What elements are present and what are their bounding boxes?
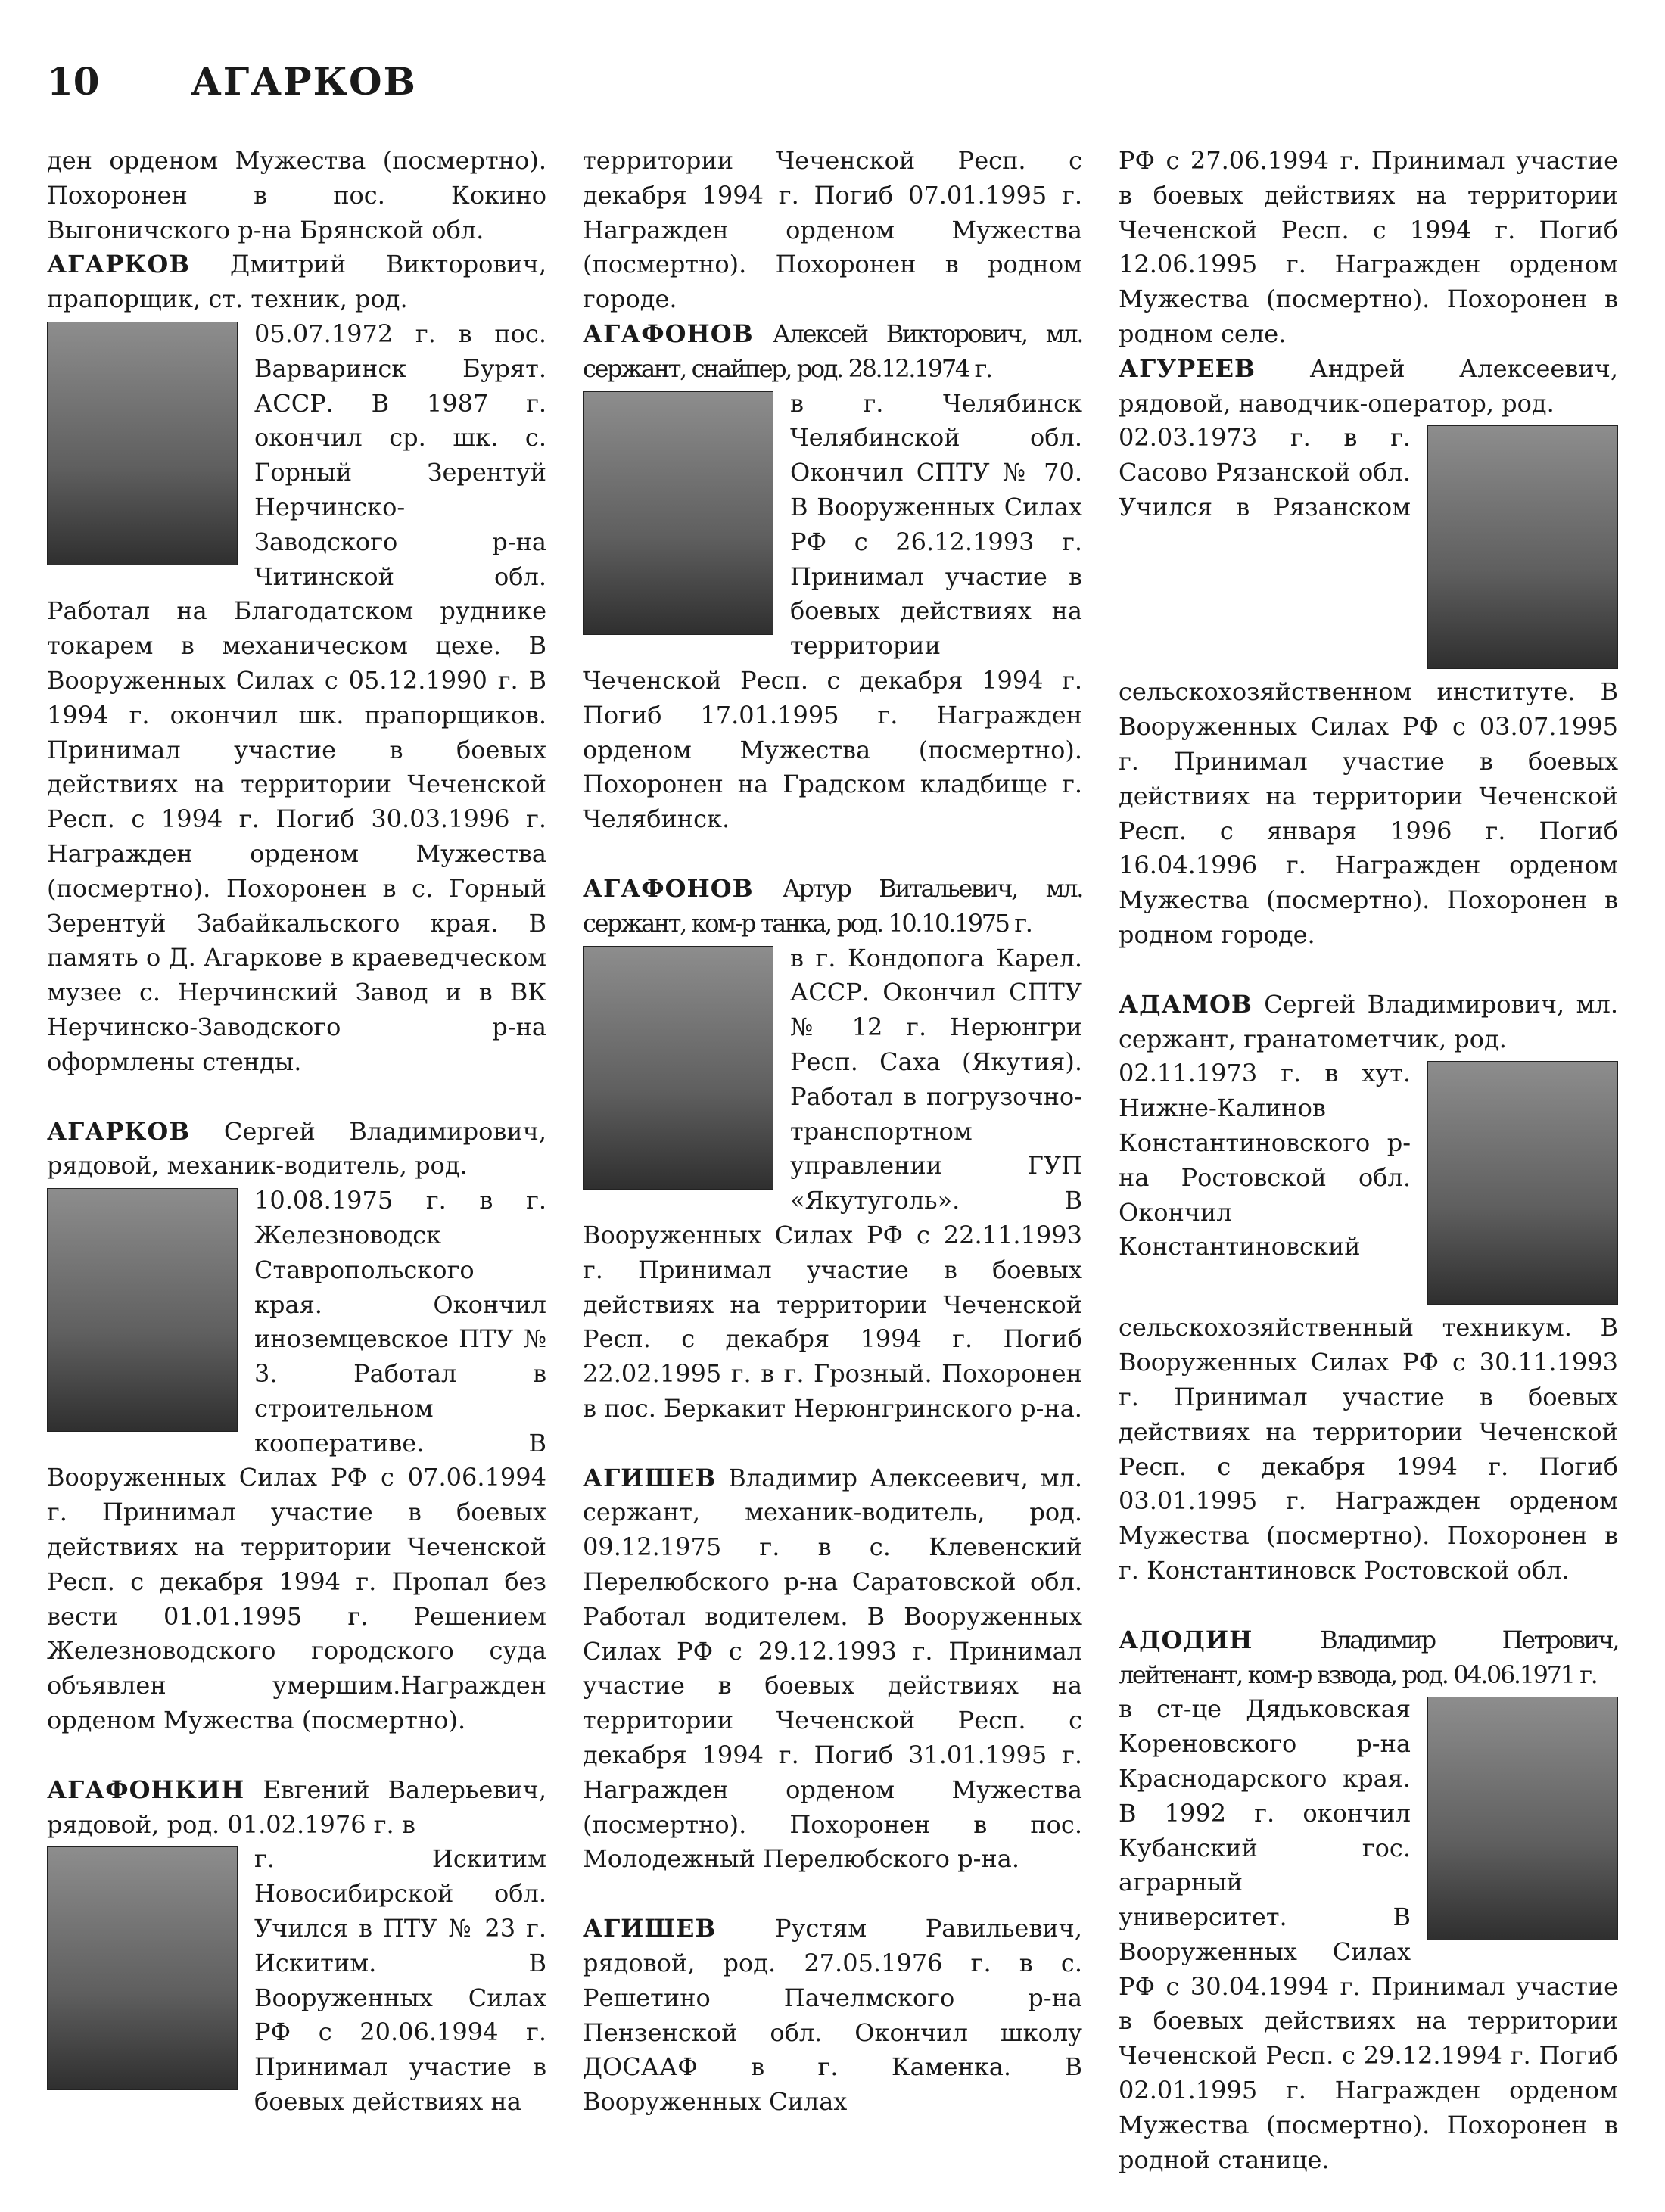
entry-adamov <box>1119 988 1618 1588</box>
entry-surname: АГАФОНОВ <box>583 873 754 903</box>
entry-body: в г. Кондопога Карел. АССР. Окончил СПТУ № 12 г. Нерюнгри Респ. Саха (Якутия). Работал в погрузочно-транспортном управлении ГУП «Якутуголь». В Вооруженных Силах РФ с 22.11.1993 г. Принимал участие в боевых действиях на территории Чеченской Респ. с декабря 1994 г. Погиб 22.02.1995 г. в г. Грозный. Похоронен в пос. Беркакит Нерюнгринского р-на. <box>583 943 1082 1423</box>
portrait-photo <box>47 1846 238 2090</box>
entry-body: г. Искитим Новосибирской обл. Учился в ПТУ № 23 г. Искитим. В Вооруженных Силах РФ с 20.06.1994 г. Принимал участие в боевых действиях на <box>254 1844 546 2117</box>
continued-text: территории Чеченской Респ. с декабря 1994 г. Погиб 07.01.1995 г. Награжден орденом Мужества (посмертно). Похоронен в родном городе. <box>583 146 1082 314</box>
entry-body: 10.08.1975 г. в г. Железноводск Ставропольского края. Окончил иноземцевское ПТУ № 3. Работал в строительном кооперативе. В Вооруженных Силах РФ с 07.06.1994 г. Принимал участие в боевых действиях на территории Чеченской Респ. с декабря 1994 г. Пропал без вести 01.01.1995 г. Решением Железноводского городского суда объявлен умершим.Награжден орденом Мужества (посмертно). <box>47 1186 546 1735</box>
column-2 <box>583 144 1082 2154</box>
portrait-photo <box>47 1188 238 1432</box>
continued-text: ден орденом Мужества (посмертно). Похоронен в пос. Кокино Выгоничского р-на Брянской обл. <box>47 146 546 244</box>
entry-agishev-rustyam <box>583 1912 1082 2120</box>
entry-lead: Андрей Алексеевич, рядовой, наводчик-оператор, род. <box>1119 353 1618 418</box>
continued-text: РФ с 27.06.1994 г. Принимал участие в боевых действиях на территории Чеченской Респ. с 1994 г. Погиб 12.06.1995 г. Награжден орденом Мужества (посмертно). Похоронен в родном селе. <box>1119 146 1618 348</box>
entry-body: 02.11.1973 г. в хут. Нижне-Калинов Константиновского р-на Ростовской обл. Окончил Константиновский сельскохозяйственный техникум. В Вооруженных Силах РФ с 30.11.1993 г. Принимал участие в боевых действиях на территории Чеченской Респ. с декабря 1994 г. Погиб 03.01.1995 г. Награжден орденом Мужества (посмертно). Похоронен в г. Константиновск Ростовской обл. <box>1119 1059 1618 1585</box>
entry-surname: АГАРКОВ <box>47 250 191 279</box>
entry-lead: Сергей Владимирович, рядовой, механик-водитель, род. <box>47 1116 546 1181</box>
entry-agishev-vladimir <box>583 1461 1082 1878</box>
entry-agafonov-alexey <box>583 317 1082 837</box>
entry-lead: Евгений Валерьевич, рядовой, род. 01.02.1976 г. в <box>47 1775 546 1839</box>
entry-lead: Рустям Равильевич, рядовой, род. 27.05.1976 г. в с. Решетино Пачелмского р-на Пензенской обл. Окончил школу ДОСААФ в г. Каменка. В Вооруженных Силах <box>583 1914 1082 2117</box>
entry-agafonkin <box>47 1773 546 2120</box>
entry-lead: Алексей Викторович, мл. сержант, снайпер, род. 28.12.1974 г. <box>583 319 1082 383</box>
entry-body: 02.03.1973 г. в г. Сасово Рязанской обл. Учился в Рязанском сельскохозяйственном институте. В Вооруженных Силах РФ с 03.07.1995 г. Принимал участие в боевых действиях на территории Чеченской Респ. с января 1996 г. Погиб 16.04.1996 г. Награжден орденом Мужества (посмертно). Похоронен в родном городе. <box>1119 423 1618 949</box>
entry-lead: Артур Витальевич, мл. сержант, ком-р танка, род. 10.10.1975 г. <box>583 873 1082 938</box>
entry-surname: АГИШЕВ <box>583 1914 717 1943</box>
entry-surname: АГУРЕЕВ <box>1119 353 1256 383</box>
entry-body: в г. Челябинск Челябинской обл. Окончил СПТУ № 70. В Вооруженных Силах РФ с 26.12.1993 г. Принимал участие в боевых действиях на территории Чеченской Респ. с декабря 1994 г. Погиб 17.01.1995 г. Награжден орденом Мужества (посмертно). Похоронен на Градском кладбище г. Челябинск. <box>583 388 1082 834</box>
portrait-photo <box>1427 1061 1618 1305</box>
entry-lead: Сергей Владимирович, мл. сержант, гранатометчик, род. <box>1119 989 1618 1053</box>
entry-body: 05.07.1972 г. в пос. Варваринск Бурят. АССР. В 1987 г. окончил ср. шк. с. Горный Зерентуй Нерчинско-Заводского р-на Читинской обл. Работал на Благодатском руднике токарем в механическом цехе. В Вооруженных Силах с 05.12.1990 г. В 1994 г. окончил шк. прапорщиков. Принимал участие в боевых действиях на территории Чеченской Респ. с 1994 г. Погиб 30.03.1996 г. Награжден орденом Мужества (посмертно). Похоронен в с. Горный Зерентуй Забайкальского края. В память о Д. Агаркове в краеведческом музее с. Нерчинский Завод и в ВК Нерчинско-Заводского р-на оформлены стенды. <box>47 319 546 1076</box>
entry-surname: АГИШЕВ <box>583 1463 717 1492</box>
entry-surname: АГАРКОВ <box>47 1116 191 1146</box>
entry-agarkov-dmitry <box>47 247 546 1079</box>
entry-adodin <box>1119 1623 1618 2178</box>
portrait-photo <box>47 322 238 565</box>
entry-lead: Владимир Петрович, лейтенант, ком-р взвода, род. 04.06.1971 г. <box>1119 1625 1618 1689</box>
column-3 <box>1119 144 1618 2212</box>
portrait-photo <box>1427 425 1618 669</box>
entry-surname: АГАФОНОВ <box>583 319 754 348</box>
entry-lead: Дмитрий Викторович, прапорщик, ст. техник, род. <box>47 250 546 314</box>
entry-surname: АДОДИН <box>1119 1625 1253 1654</box>
page-header <box>47 59 1621 112</box>
portrait-photo <box>583 391 773 635</box>
page-number: 10 <box>47 59 100 104</box>
entry-agafonov-artur <box>583 872 1082 1426</box>
entry-surname: АГАФОНКИН <box>47 1775 245 1804</box>
entry-agarkov-sergey <box>47 1115 546 1738</box>
entry-body: в ст-це Дядьковская Кореновского р-на Краснодарского края. В 1992 г. окончил Кубанский гос. аграрный университет. В Вооруженных Силах РФ с 30.04.1994 г. Принимал участие в боевых действиях на территории Чеченской Респ. с 29.12.1994 г. Погиб 02.01.1995 г. Награжден орденом Мужества (посмертно). Похоронен в родной станице. <box>1119 1694 1618 2174</box>
entry-lead: Владимир Алексеевич, мл. сержант, механик-водитель, род. 09.12.1975 г. в с. Клевенский Перелюбского р-на Саратовской обл. Работал водителем. В Вооруженных Силах РФ с 29.12.1993 г. Принимал участие в боевых действиях на территории Чеченской Респ. с декабря 1994 г. Погиб 31.01.1995 г. Награжден орденом Мужества (посмертно). Похоронен в пос. Молодежный Перелюбского р-на. <box>583 1463 1082 1874</box>
column-1 <box>47 144 546 2154</box>
portrait-photo <box>1427 1697 1618 1940</box>
running-head: АГАРКОВ <box>191 59 417 104</box>
entry-agureev <box>1119 352 1618 953</box>
entry-surname: АДАМОВ <box>1119 989 1253 1019</box>
portrait-photo <box>583 946 773 1190</box>
